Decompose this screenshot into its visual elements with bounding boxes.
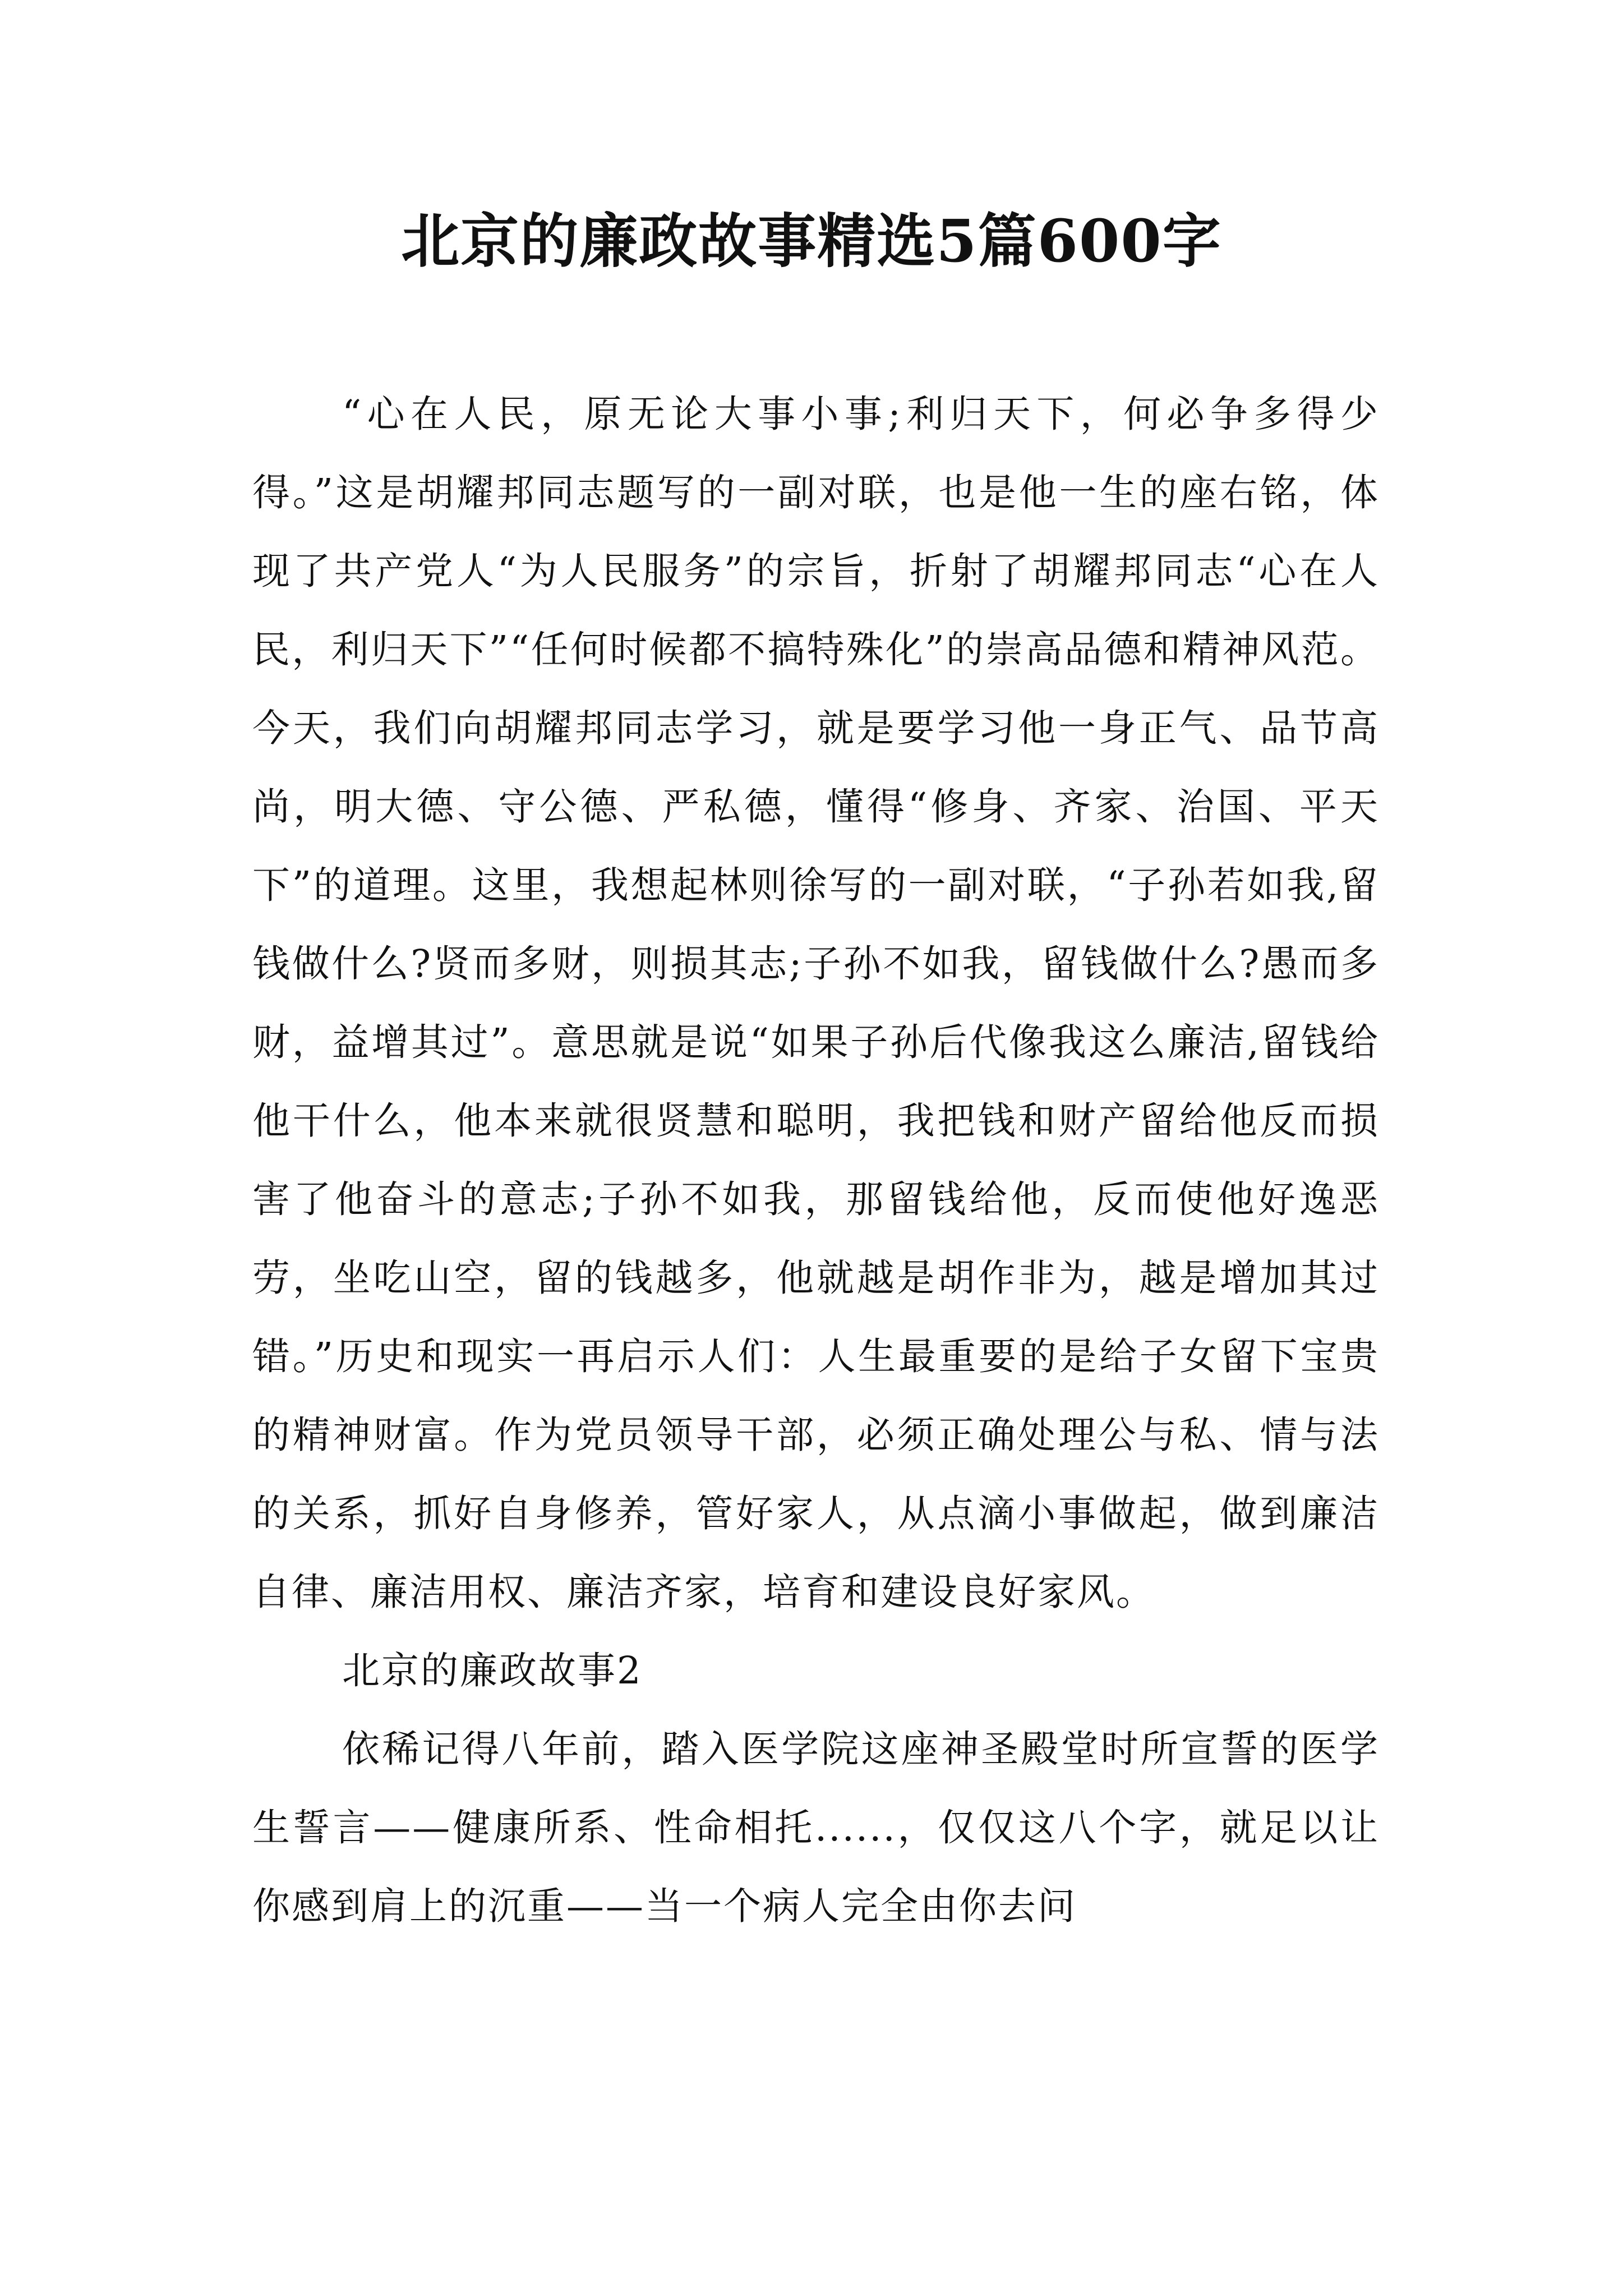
document-body xyxy=(252,375,1380,1945)
paragraph-hu-yaobang-couplet: “心在人民，原无论大事小事;利归天下，何必争多得少得。”这是胡耀邦同志题写的一副对联，也是他一生的座右铭，体现了共产党人“为人民服务”的宗旨，折射了胡耀邦同志“心在人民，利归天下”“任何时候都不搞特殊化”的崇高品德和精神风范。今天，我们向胡耀邦同志学习，就是要学习他一身正气、品节高尚，明大德、守公德、严私德，懂得“修身、齐家、治国、平天下”的道理。这里，我想起林则徐写的一副对联，“子孙若如我,留钱做什么?贤而多财，则损其志;子孙不如我，留钱做什么?愚而多财，益增其过”。意思就是说“如果子孙后代像我这么廉洁,留钱给他干什么，他本来就很贤慧和聪明，我把钱和财产留给他反而损害了他奋斗的意志;子孙不如我，那留钱给他，反而使他好逸恶劳，坐吃山空，留的钱越多，他就越是胡作非为，越是增加其过错。”历史和现实一再启示人们：人生最重要的是给子女留下宝贵的精神财富。作为党员领导干部，必须正确处理公与私、情与法的关系，抓好自身修养，管好家人，从点滴小事做起，做到廉洁自律、廉洁用权、廉洁齐家，培育和建设良好家风。 xyxy=(252,392,1380,1614)
section-heading-story-2: 北京的廉政故事2 xyxy=(342,1649,643,1692)
document-title: 北京的廉政故事精选5篇600字 xyxy=(401,206,1222,275)
paragraph-medical-oath: 依稀记得八年前，踏入医学院这座神圣殿堂时所宣誓的医学生誓言——健康所系、性命相托......，仅仅这八个字，就足以让你感到肩上的沉重——当一个病人完全由你去问 xyxy=(252,1727,1380,1928)
